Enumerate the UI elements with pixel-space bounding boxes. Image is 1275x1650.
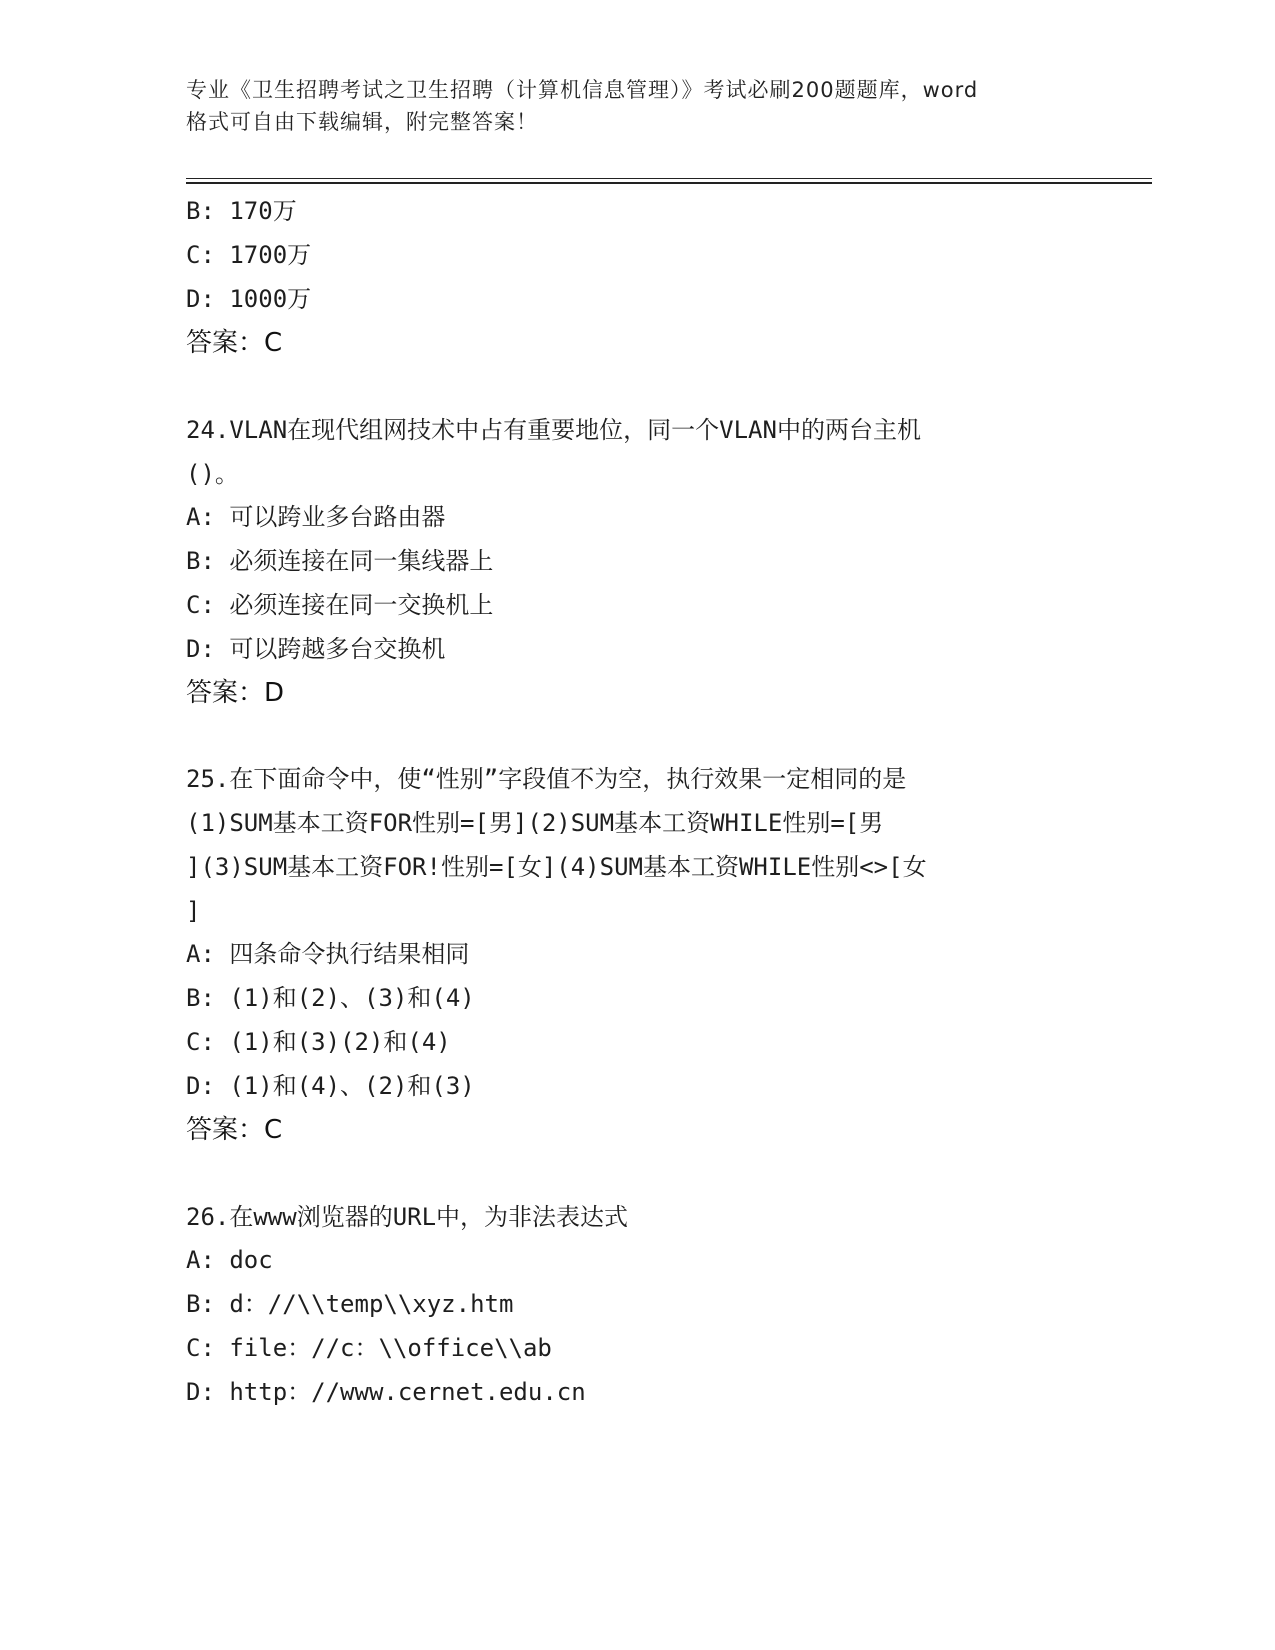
q26-option-a: A: doc	[186, 1246, 273, 1274]
q25-answer	[186, 1115, 282, 1145]
q25-option-b: B: (1)和(2)、(3)和(4)	[186, 984, 475, 1012]
q24-option-c: C: 必须连接在同一交换机上	[186, 591, 494, 619]
q23-option-d: D: 1000万	[186, 285, 312, 313]
answer-value: D	[264, 678, 285, 708]
q23-option-b: B: 170万	[186, 197, 297, 225]
q24-option-d: D: 可以跨越多台交换机	[186, 635, 446, 663]
q25-stem-line-4: ]	[186, 897, 201, 925]
q26-option-c: C: file：//c：\\office\\ab	[186, 1334, 552, 1362]
q24-answer	[186, 678, 284, 708]
q25-stem-line-1: 25.在下面命令中，使“性别”字段值不为空，执行效果一定相同的是	[186, 765, 907, 793]
answer-value: C	[264, 1115, 283, 1145]
q24-stem-line-1: 24.VLAN在现代组网技术中占有重要地位，同一个VLAN中的两台主机	[186, 416, 921, 444]
q24-option-a: A: 可以跨业多台路由器	[186, 503, 446, 531]
q26-option-b: B: d：//\\temp\\xyz.htm	[186, 1290, 514, 1318]
header-line-2: 格式可自由下载编辑，附完整答案！	[186, 110, 538, 134]
q25-stem-line-3: ](3)SUM基本工资FOR!性别=[女](4)SUM基本工资WHILE性别<>[女	[186, 853, 927, 881]
document-header	[186, 74, 1086, 138]
header-divider-thin	[186, 178, 1152, 179]
answer-label: 答案：	[186, 1115, 265, 1145]
q23-option-c: C: 1700万	[186, 241, 312, 269]
q26-stem-line-1: 26.在www浏览器的URL中，为非法表达式	[186, 1203, 629, 1231]
q23-answer	[186, 328, 282, 358]
q24-stem-line-2: ()。	[186, 460, 239, 488]
q24-option-b: B: 必须连接在同一集线器上	[186, 547, 494, 575]
answer-value: C	[264, 328, 283, 358]
answer-label: 答案：	[186, 678, 265, 708]
q25-option-d: D: (1)和(4)、(2)和(3)	[186, 1072, 475, 1100]
q25-stem-line-2: (1)SUM基本工资FOR性别=[男](2)SUM基本工资WHILE性别=[男	[186, 809, 884, 837]
q25-option-a: A: 四条命令执行结果相同	[186, 940, 470, 968]
q26-option-d: D: http：//www.cernet.edu.cn	[186, 1378, 586, 1406]
q25-option-c: C: (1)和(3)(2)和(4)	[186, 1028, 451, 1056]
answer-label: 答案：	[186, 328, 265, 358]
header-line-1: 专业《卫生招聘考试之卫生招聘（计算机信息管理）》考试必刷200题题库，word	[186, 78, 979, 102]
header-divider-thick	[186, 182, 1152, 184]
